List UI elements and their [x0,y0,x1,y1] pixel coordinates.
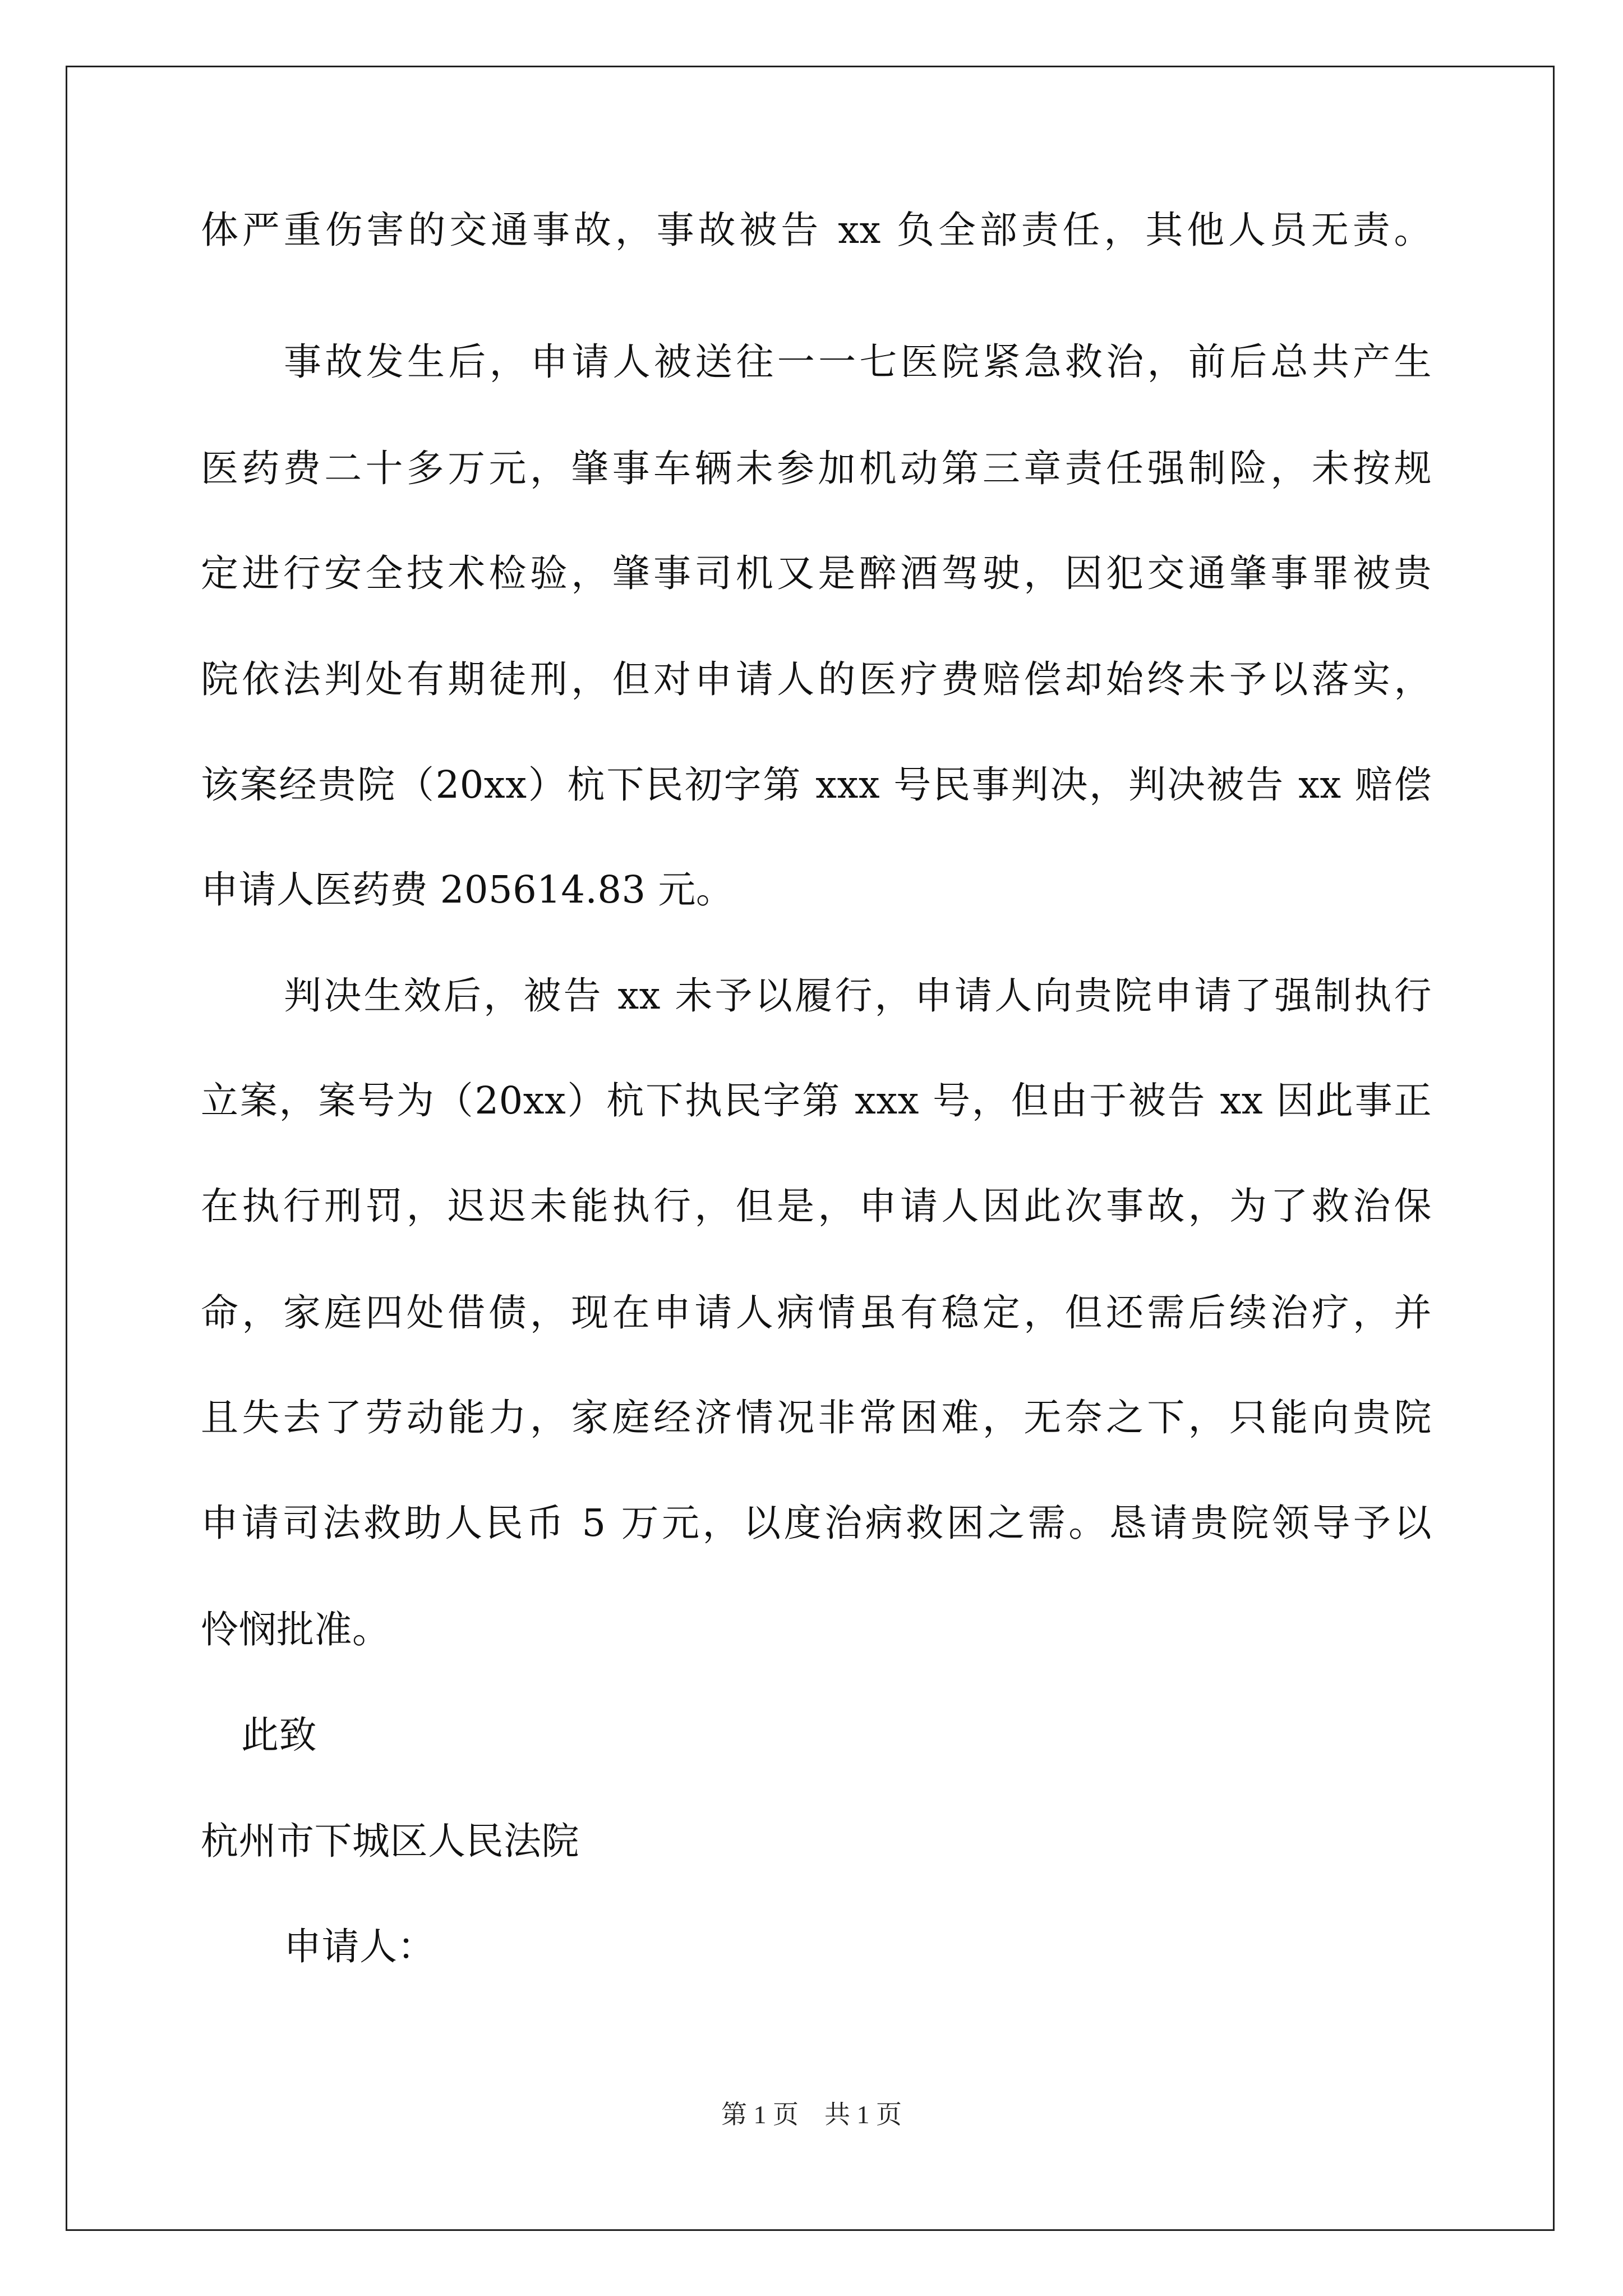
page-total: 共 1 页 [824,2100,902,2129]
body-line: 院依法判处有期徒刑，但对申请人的医疗费赔偿却始终未予以落实， [201,657,1432,701]
page-border [66,66,1555,2231]
page-number: 第 1 页 [721,2100,799,2129]
body-line: 且失去了劳动能力，家庭经济情况非常困难，无奈之下，只能向贵院 [201,1396,1432,1439]
applicant-signature-label: 申请人： [284,1925,435,1968]
body-line: 体严重伤害的交通事故，事故被告 xx 负全部责任，其他人员无责。 [201,208,1432,252]
body-line: 申请司法救助人民币 5 万元，以度治病救困之需。恳请贵院领导予以 [201,1501,1432,1545]
body-line: 命，家庭四处借债，现在申请人病情虽有稳定，但还需后续治疗，并 [201,1291,1432,1335]
body-line: 怜悯批准。 [201,1608,390,1651]
body-line: 立案，案号为（20xx）杭下执民字第 xxx 号，但由于被告 xx 因此事正 [201,1079,1432,1122]
body-line: 医药费二十多万元，肇事车辆未参加机动第三章责任强制险，未按规 [201,447,1432,490]
salutation: 此致 [241,1713,317,1757]
body-line: 该案经贵院（20xx）杭下民初字第 xxx 号民事判决，判决被告 xx 赔偿 [201,763,1432,807]
body-line: 定进行安全技术检验，肇事司机又是醉酒驾驶，因犯交通肇事罪被贵 [201,551,1432,595]
addressee: 杭州市下城区人民法院 [201,1819,579,1863]
body-line: 在执行刑罚，迟迟未能执行，但是，申请人因此次事故，为了救治保 [201,1184,1432,1228]
body-line: 事故发生后，申请人被送往一一七医院紧急救治，前后总共产生 [284,340,1432,384]
page-footer [0,2098,1623,2132]
body-line: 判决生效后，被告 xx 未予以履行，申请人向贵院申请了强制执行 [284,974,1432,1018]
body-line: 申请人医药费 205614.83 元。 [201,868,734,912]
